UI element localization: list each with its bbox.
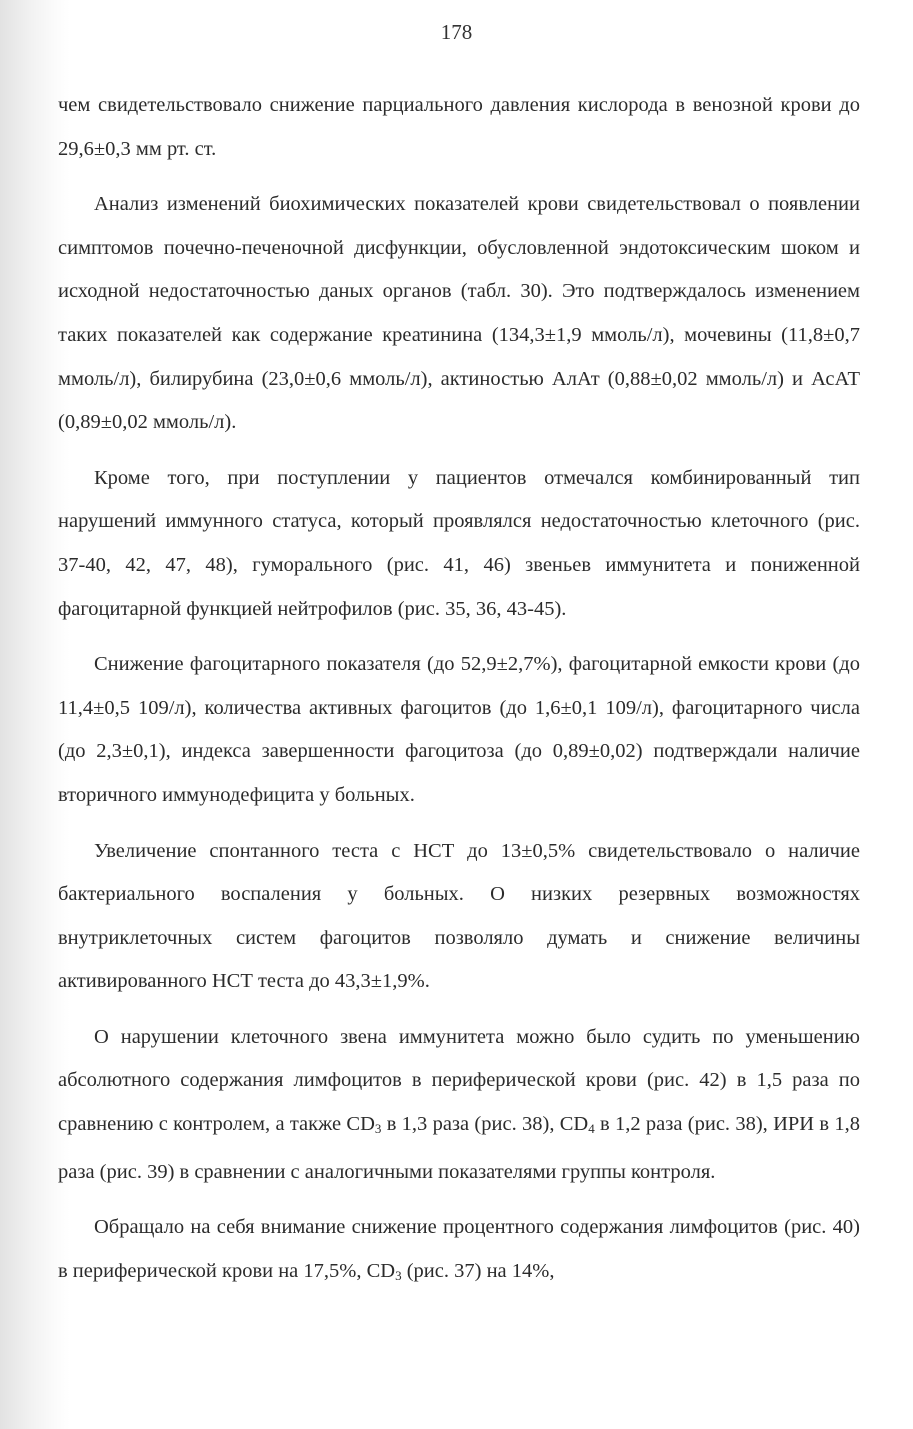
- paragraph-2: Анализ изменений биохимических показателей крови свидетельствовал о появлении симптомов почечно-печеночной дисфункции, обусловленной эндотоксическим шоком и исходной недостаточностью даных органов (табл. 30). Это подтверждалось изменением таких показателей как содержание креатинина (134,3±1,9 ммоль/л), мочевины (11,8±0,7 ммоль/л), билирубина (23,0±0,6 ммоль/л), актиностью АлАт (0,88±0,02 ммоль/л) и АсАТ (0,89±0,02 ммоль/л).: [58, 193, 860, 434]
- paragraph-7: [58, 1206, 860, 1297]
- document-body: [58, 84, 860, 1309]
- paragraph-3: Кроме того, при поступлении у пациентов отмечался комбинированный тип нарушений иммунного статуса, который проявлялся недостаточностью клеточного (рис. 37-40, 42, 47, 48), гуморального (рис. 41, 46) звеньев иммунитета и пониженной фагоцитарной функцией нейтрофилов (рис. 35, 36, 43-45).: [58, 466, 860, 620]
- paragraph-7-part-1: Обращало на себя внимание снижение процентного содержания лимфоцитов (рис. 40) в периферической крови на 17,5%, CD: [58, 1216, 860, 1282]
- subscript-cd3: 3: [395, 1267, 402, 1283]
- paragraph-6: [58, 1016, 860, 1194]
- paragraph-7-part-2: (рис. 37) на 14%,: [401, 1259, 555, 1282]
- paragraph-5: Увеличение спонтанного теста с НСТ до 13±0,5% свидетельствовало о наличие бактериального воспаления у больных. О низких резервных возможностях внутриклеточных систем фагоцитов позволяло думать и снижение величины активированного НСТ теста до 43,3±1,9%.: [58, 839, 860, 993]
- paragraph-6-part-3: в 1,2 раза (рис. 38), ИРИ в 1,8 раза (рис. 39) в сравнении с аналогичными показателями группы контроля.: [58, 1113, 860, 1183]
- paragraph-1: чем свидетельствовало снижение парциального давления кислорода в венозной крови до 29,6±0,3 мм рт. ст.: [58, 94, 860, 160]
- page-number: 178: [440, 20, 473, 44]
- subscript-cd3: 3: [374, 1121, 382, 1137]
- subscript-cd4: 4: [588, 1121, 595, 1137]
- paragraph-6-part-1: О нарушении клеточного звена иммунитета можно было судить по уменьшению абсолютного содержания лимфоцитов в периферической крови (рис. 42) в 1,5 раза по сравнению с контролем, а также CD: [58, 1025, 860, 1136]
- paragraph-6-part-2: в 1,3 раза (рис. 38), CD: [381, 1113, 589, 1136]
- paragraph-4: Снижение фагоцитарного показателя (до 52,9±2,7%), фагоцитарной емкости крови (до 11,4±0,5 109/л), количества активных фагоцитов (до 1,6±0,1 109/л), фагоцитарного числа (до 2,3±0,1), индекса завершенности фагоцитоза (до 0,89±0,02) подтверждали наличие вторичного иммунодефицита у больных.: [58, 653, 860, 806]
